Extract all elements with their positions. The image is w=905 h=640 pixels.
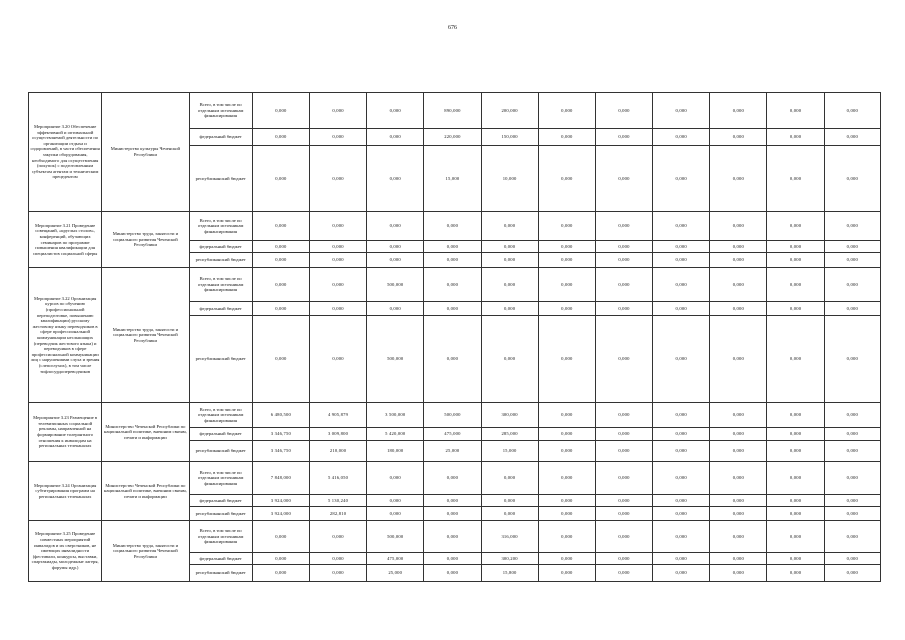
amount-cell: 0,000 [538,268,595,302]
amount-cell: 0,000 [653,268,710,302]
amount-cell: 0,000 [710,428,767,441]
amount-cell: 0,000 [653,462,710,495]
amount-cell: 0,000 [367,507,424,521]
amount-cell: 0,000 [710,565,767,582]
funding-source-cell: Всего, в том числе по отдельным источникам финансирования [189,521,252,553]
amount-cell: 3 009,800 [309,428,366,441]
funding-source-cell: Всего, в том числе по отдельным источникам финансирования [189,93,252,129]
amount-cell: 0,000 [824,441,880,462]
amount-cell: 0,000 [824,565,880,582]
amount-cell: 0,000 [309,302,366,316]
amount-cell: 5 130,240 [309,495,366,507]
amount-cell: 25,000 [424,441,481,462]
amount-cell: 0,000 [538,495,595,507]
measure-name-cell: Мероприятие 3.24 Организация субтитрирования программ на региональных телеканалах [29,462,102,521]
amount-cell: 0,000 [424,253,481,268]
amount-cell: 0,000 [367,146,424,212]
table-row [29,93,881,129]
amount-cell: 0,000 [424,212,481,241]
funding-source-cell: республиканский бюджет [189,316,252,403]
amount-cell: 0,000 [252,316,309,403]
amount-cell: 0,000 [309,212,366,241]
amount-cell: 0,000 [653,428,710,441]
amount-cell: 0,000 [252,565,309,582]
amount-cell: 15,000 [481,441,538,462]
amount-cell: 0,000 [538,507,595,521]
amount-cell: 0,000 [309,253,366,268]
amount-cell: 0,000 [767,253,824,268]
amount-cell: 0,000 [824,241,880,253]
table-row [29,403,881,428]
amount-cell: 0,000 [710,507,767,521]
amount-cell: 0,000 [653,316,710,403]
amount-cell: 0,000 [824,302,880,316]
amount-cell: 0,000 [309,268,366,302]
amount-cell: 3 924,000 [252,507,309,521]
table-row [29,521,881,553]
amount-cell: 0,000 [767,441,824,462]
amount-cell: 0,000 [252,302,309,316]
amount-cell: 0,000 [595,553,652,565]
funding-source-cell: федеральный бюджет [189,428,252,441]
amount-cell: 0,000 [767,553,824,565]
amount-cell: 0,000 [367,129,424,146]
amount-cell: 0,000 [538,462,595,495]
amount-cell: 0,000 [309,241,366,253]
amount-cell: 500,000 [367,268,424,302]
amount-cell: 0,000 [824,268,880,302]
amount-cell: 0,000 [252,268,309,302]
amount-cell: 0,000 [710,462,767,495]
amount-cell: 475,000 [367,553,424,565]
table-row [29,462,881,495]
amount-cell: 25,000 [367,565,424,582]
amount-cell: 475,000 [424,428,481,441]
amount-cell: 0,000 [710,403,767,428]
amount-cell: 220,000 [424,129,481,146]
amount-cell: 0,000 [252,212,309,241]
amount-cell: 10,000 [481,146,538,212]
amount-cell: 0,000 [653,302,710,316]
funding-source-cell: федеральный бюджет [189,553,252,565]
executor-cell: Министерство труда, занятости и социального развития Чеченской Республики [102,268,189,403]
amount-cell: 0,000 [710,316,767,403]
amount-cell: 0,000 [595,462,652,495]
amount-cell: 3 346,750 [252,441,309,462]
amount-cell: 0,000 [538,521,595,553]
table-row [29,268,881,302]
amount-cell: 0,000 [367,212,424,241]
amount-cell: 282,810 [309,507,366,521]
amount-cell: 0,000 [710,302,767,316]
amount-cell: 0,000 [595,93,652,129]
amount-cell: 0,000 [653,146,710,212]
amount-cell: 200,000 [481,93,538,129]
amount-cell: 180,000 [367,441,424,462]
amount-cell: 0,000 [710,212,767,241]
amount-cell: 0,000 [252,93,309,129]
measure-name-cell: Мероприятие 3.25 Проведение совместных мероприятий инвалидов и их сверстников, не имеющих инвалидности (фестивали, конкурсы, выставки, спартакиады, молодежные лагеря, форумы идр.) [29,521,102,582]
amount-cell: 3 500,000 [367,403,424,428]
amount-cell: 0,000 [424,302,481,316]
amount-cell: 0,000 [824,403,880,428]
amount-cell: 0,000 [424,316,481,403]
amount-cell: 0,000 [710,495,767,507]
amount-cell: 0,000 [595,253,652,268]
amount-cell: 0,000 [252,253,309,268]
amount-cell: 0,000 [710,93,767,129]
amount-cell: 0,000 [538,565,595,582]
amount-cell: 7 848,000 [252,462,309,495]
amount-cell: 0,000 [595,316,652,403]
measure-name-cell: Мероприятие 3.22 Организация курсов по обучению (профессиональной переподготовке, повышению квалификации) русскому жестовому языку переводчиков в сфере профессиональной коммуникации неслышащих (переводчик жестового языка) и переводчиков в сфере профессиональной коммуникации лиц с нарушениями слуха и зрения (слепоглухих), в том числе тифлосурдопереводчиков [29,268,102,403]
amount-cell: 0,000 [367,495,424,507]
amount-cell: 0,000 [424,268,481,302]
amount-cell: 0,000 [481,253,538,268]
amount-cell: 0,000 [424,495,481,507]
amount-cell: 0,000 [767,146,824,212]
amount-cell: 0,000 [595,521,652,553]
amount-cell: 15,000 [424,146,481,212]
amount-cell: 0,000 [824,253,880,268]
amount-cell: 0,000 [309,93,366,129]
amount-cell: 0,000 [424,462,481,495]
amount-cell: 0,000 [595,212,652,241]
funding-source-cell: Всего, в том числе по отдельным источникам финансирования [189,268,252,302]
amount-cell: 0,000 [595,302,652,316]
amount-cell: 0,000 [653,441,710,462]
amount-cell: 0,000 [538,241,595,253]
funding-source-cell: федеральный бюджет [189,495,252,507]
amount-cell: 0,000 [367,462,424,495]
amount-cell: 0,000 [767,565,824,582]
amount-cell: 0,000 [595,241,652,253]
budget-table [28,92,881,582]
amount-cell: 0,000 [367,302,424,316]
amount-cell: 0,000 [481,302,538,316]
amount-cell: 0,000 [710,268,767,302]
measure-name-cell: Мероприятие 3.21 Проведение совещаний, «круглых столов», конференций, обучающих семинаров по программе повышения квалификации для специалистов социальной сферы [29,212,102,268]
amount-cell: 0,000 [653,241,710,253]
amount-cell: 0,000 [710,553,767,565]
amount-cell: 0,000 [595,495,652,507]
amount-cell: 0,000 [595,507,652,521]
executor-cell: Министерство Чеченской Республики по национальной политике, внешним связям, печати и информации [102,403,189,462]
amount-cell: 0,000 [481,268,538,302]
amount-cell: 0,000 [767,316,824,403]
amount-cell: 0,000 [653,553,710,565]
funding-source-cell: Всего, в том числе по отдельным источникам финансирования [189,403,252,428]
executor-cell: Министерство труда, занятости и социального развития Чеченской Республики [102,521,189,582]
amount-cell: 0,000 [252,241,309,253]
amount-cell: 0,000 [710,146,767,212]
amount-cell: 5 416,050 [309,462,366,495]
amount-cell: 0,000 [538,93,595,129]
funding-source-cell: республиканский бюджет [189,565,252,582]
amount-cell: 0,000 [653,212,710,241]
amount-cell: 0,000 [653,403,710,428]
funding-source-cell: федеральный бюджет [189,302,252,316]
amount-cell: 0,000 [481,507,538,521]
amount-cell: 0,000 [481,462,538,495]
amount-cell: 0,000 [767,212,824,241]
amount-cell: 0,000 [538,428,595,441]
amount-cell: 500,000 [367,521,424,553]
amount-cell: 0,000 [824,521,880,553]
amount-cell: 0,000 [767,462,824,495]
amount-cell: 0,000 [767,93,824,129]
executor-cell: Министерство культуры Чеченской Республики [102,93,189,212]
amount-cell: 316,000 [481,521,538,553]
amount-cell: 0,000 [538,316,595,403]
amount-cell: 0,000 [481,495,538,507]
amount-cell: 0,000 [481,241,538,253]
amount-cell: 0,000 [653,521,710,553]
amount-cell: 0,000 [538,302,595,316]
amount-cell: 3 346,750 [252,428,309,441]
amount-cell: 0,000 [710,129,767,146]
amount-cell: 500,000 [367,316,424,403]
funding-source-cell: республиканский бюджет [189,253,252,268]
amount-cell: 0,000 [824,212,880,241]
amount-cell: 0,000 [710,253,767,268]
amount-cell: 0,000 [367,241,424,253]
amount-cell: 300,000 [481,403,538,428]
amount-cell: 5 420,000 [367,428,424,441]
executor-cell: Министерство Чеченской Республики по национальной политике, внешним связям, печати и информации [102,462,189,521]
measure-name-cell: Мероприятие 3.20 Обеспечение эффективной и оптимальной осуществляемой деятельности по организации отдыха и оздоровлений, в части обеспечения закупки оборудования, необходимого для осуществления (покупок) с подготовленным субъектам агентам и техническим прецедентом [29,93,102,212]
amount-cell: 0,000 [824,495,880,507]
page-number: 676 [448,25,457,31]
amount-cell: 0,000 [481,212,538,241]
amount-cell: 0,000 [424,241,481,253]
amount-cell: 0,000 [653,507,710,521]
amount-cell: 0,000 [710,441,767,462]
amount-cell: 0,000 [767,403,824,428]
amount-cell: 0,000 [653,253,710,268]
amount-cell: 0,000 [824,146,880,212]
amount-cell: 0,000 [424,553,481,565]
amount-cell: 0,000 [538,553,595,565]
amount-cell: 0,000 [595,441,652,462]
amount-cell: 0,000 [824,129,880,146]
amount-cell: 0,000 [424,521,481,553]
amount-cell: 0,000 [595,146,652,212]
amount-cell: 0,000 [309,316,366,403]
amount-cell: 0,000 [710,521,767,553]
funding-source-cell: республиканский бюджет [189,146,252,212]
amount-cell: 3 924,000 [252,495,309,507]
amount-cell: 0,000 [824,553,880,565]
amount-cell: 0,000 [824,316,880,403]
amount-cell: 0,000 [653,129,710,146]
amount-cell: 150,000 [481,129,538,146]
amount-cell: 0,000 [309,521,366,553]
amount-cell: 0,000 [767,129,824,146]
amount-cell: 890,000 [424,93,481,129]
amount-cell: 0,000 [595,129,652,146]
amount-cell: 0,000 [252,521,309,553]
funding-source-cell: Всего, в том числе по отдельным источникам финансирования [189,212,252,241]
amount-cell: 0,000 [595,268,652,302]
amount-cell: 6 480,500 [252,403,309,428]
amount-cell: 0,000 [252,146,309,212]
amount-cell: 0,000 [309,146,366,212]
amount-cell: 0,000 [653,93,710,129]
funding-source-cell: республиканский бюджет [189,507,252,521]
amount-cell: 0,000 [538,441,595,462]
amount-cell: 0,000 [710,241,767,253]
executor-cell: Министерство труда, занятости и социального развития Чеченской Республики [102,212,189,268]
funding-source-cell: республиканский бюджет [189,441,252,462]
amount-cell: 0,000 [424,507,481,521]
amount-cell: 0,000 [824,462,880,495]
amount-cell: 210,000 [309,441,366,462]
amount-cell: 0,000 [767,241,824,253]
table-row [29,212,881,241]
amount-cell: 0,000 [767,521,824,553]
amount-cell: 0,000 [538,146,595,212]
funding-source-cell: федеральный бюджет [189,129,252,146]
amount-cell: 0,000 [767,428,824,441]
amount-cell: 0,000 [653,495,710,507]
amount-cell: 285,000 [481,428,538,441]
amount-cell: 0,000 [252,553,309,565]
amount-cell: 0,000 [767,507,824,521]
amount-cell: 0,000 [653,565,710,582]
amount-cell: 0,000 [767,302,824,316]
amount-cell: 0,000 [309,553,366,565]
amount-cell: 0,000 [595,428,652,441]
amount-cell: 0,000 [824,428,880,441]
amount-cell: 0,000 [538,403,595,428]
amount-cell: 0,000 [367,253,424,268]
amount-cell: 0,000 [252,129,309,146]
amount-cell: 0,000 [595,403,652,428]
amount-cell: 500,000 [424,403,481,428]
amount-cell: 0,000 [538,253,595,268]
amount-cell: 0,000 [538,129,595,146]
amount-cell: 0,000 [481,316,538,403]
amount-cell: 0,000 [595,565,652,582]
amount-cell: 4 905,879 [309,403,366,428]
amount-cell: 0,000 [538,212,595,241]
amount-cell: 0,000 [824,507,880,521]
funding-source-cell: федеральный бюджет [189,241,252,253]
amount-cell: 0,000 [767,495,824,507]
measure-name-cell: Мероприятие 3.23 Размещение в телевизионных социальной рекламы, направленной на формирование толерантного отношения к инвалидам на региональных телеканалах [29,403,102,462]
amount-cell: 0,000 [309,565,366,582]
amount-cell: 0,000 [767,268,824,302]
amount-cell: 0,000 [424,565,481,582]
funding-source-cell: Всего, в том числе по отдельным источникам финансирования [189,462,252,495]
amount-cell: 300,200 [481,553,538,565]
amount-cell: 0,000 [309,129,366,146]
amount-cell: 0,000 [824,93,880,129]
amount-cell: 0,000 [367,93,424,129]
amount-cell: 15,800 [481,565,538,582]
